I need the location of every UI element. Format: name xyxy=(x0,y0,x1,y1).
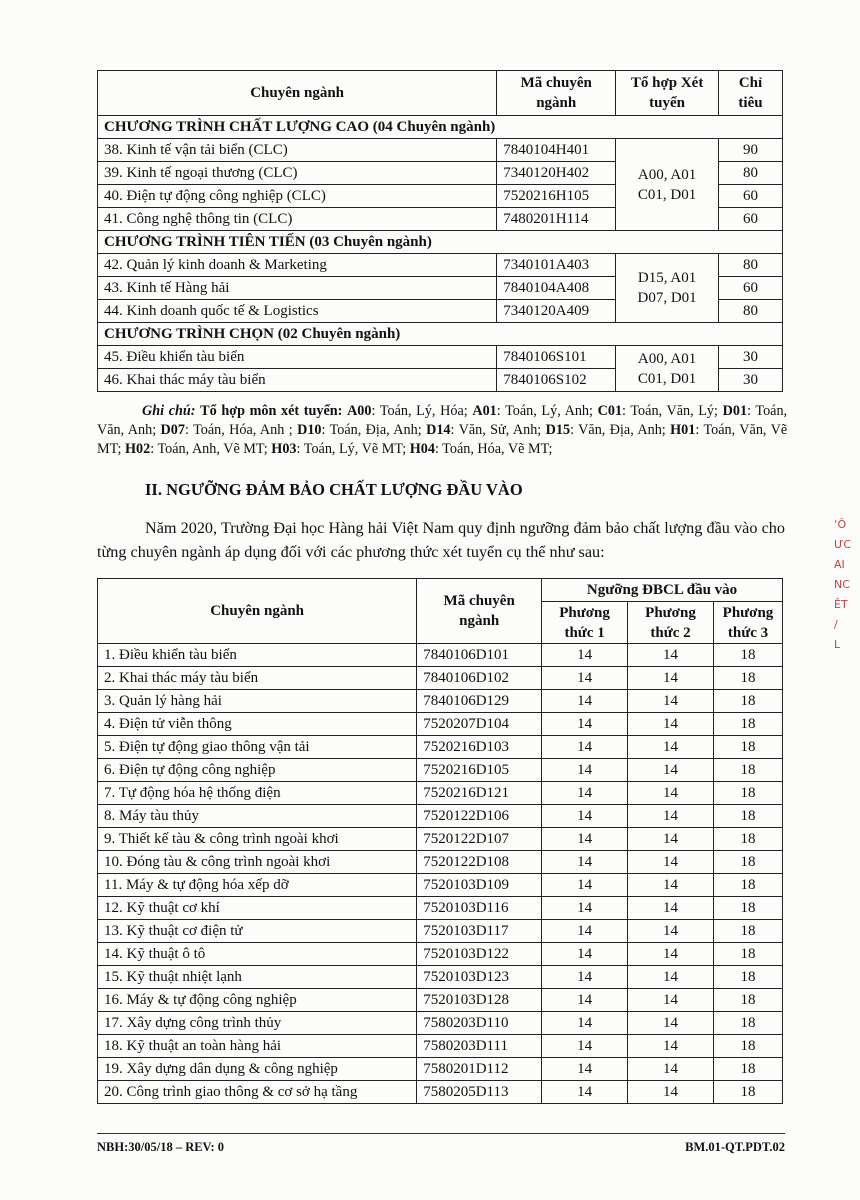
table-row xyxy=(98,346,783,369)
table-row xyxy=(98,805,783,828)
method-2-threshold: 14 xyxy=(628,828,714,851)
method-1-threshold: 14 xyxy=(542,1035,628,1058)
method-2-threshold: 14 xyxy=(628,897,714,920)
method-2-threshold: 14 xyxy=(628,782,714,805)
quota-value: 30 xyxy=(719,346,783,369)
table-row xyxy=(98,736,783,759)
major-name: 16. Máy & tự động công nghiệp xyxy=(98,989,417,1012)
major-name: 8. Máy tàu thủy xyxy=(98,805,417,828)
method-2-threshold: 14 xyxy=(628,851,714,874)
method-3-threshold: 18 xyxy=(713,897,782,920)
t2-header-code: Mã chuyên ngành xyxy=(417,579,542,644)
header-major: Chuyên ngành xyxy=(98,71,497,116)
combo-code: D15 xyxy=(545,422,571,438)
major-code: 7520216D105 xyxy=(417,759,542,782)
table-row xyxy=(98,759,783,782)
combo-subjects: Toán, Lý, Hóa; xyxy=(379,403,468,419)
major-name: 40. Điện tự động công nghiệp (CLC) xyxy=(98,185,497,208)
program-section-title: CHƯƠNG TRÌNH TIÊN TIẾN (03 Chuyên ngành) xyxy=(98,231,783,254)
major-code: 7580203D110 xyxy=(417,1012,542,1035)
combo-code: D01 xyxy=(722,403,748,419)
section-heading: II. NGƯỠNG ĐẢM BẢO CHẤT LƯỢNG ĐẦU VÀO xyxy=(145,480,523,499)
program-section-row xyxy=(98,323,783,346)
major-name: 15. Kỹ thuật nhiệt lạnh xyxy=(98,966,417,989)
margin-stamp-fragment xyxy=(834,515,860,655)
method-2-threshold: 14 xyxy=(628,713,714,736)
method-3-threshold: 18 xyxy=(713,828,782,851)
combo-subjects: Toán, Anh, Vẽ MT; xyxy=(157,441,268,457)
program-section-row xyxy=(98,116,783,139)
method-1-threshold: 14 xyxy=(542,736,628,759)
footer-revision: NBH:30/05/18 – REV: 0 xyxy=(97,1140,224,1154)
table-row xyxy=(98,1012,783,1035)
method-1-threshold: 14 xyxy=(542,644,628,667)
method-3-threshold: 18 xyxy=(713,874,782,897)
major-code: 7840106D101 xyxy=(417,644,542,667)
t2-header-method-2: Phương thức 2 xyxy=(628,602,714,644)
method-2-threshold: 14 xyxy=(628,920,714,943)
major-name: 7. Tự động hóa hệ thống điện xyxy=(98,782,417,805)
major-code: 7520122D108 xyxy=(417,851,542,874)
method-1-threshold: 14 xyxy=(542,851,628,874)
combo-subjects: Toán, Văn, Lý; xyxy=(630,403,718,419)
major-code: 7580201D112 xyxy=(417,1058,542,1081)
major-name: 39. Kinh tế ngoại thương (CLC) xyxy=(98,162,497,185)
combo-subjects: Toán, Hóa, Anh ; xyxy=(193,422,293,438)
major-code: 7480201H114 xyxy=(497,208,616,231)
method-1-threshold: 14 xyxy=(542,713,628,736)
combo-code: D14 xyxy=(426,422,451,438)
method-2-threshold: 14 xyxy=(628,667,714,690)
major-code: 7520122D106 xyxy=(417,805,542,828)
method-3-threshold: 18 xyxy=(713,782,782,805)
table-row xyxy=(98,828,783,851)
header-code: Mã chuyên ngành xyxy=(497,71,616,116)
method-3-threshold: 18 xyxy=(713,759,782,782)
method-2-threshold: 14 xyxy=(628,966,714,989)
table-row xyxy=(98,966,783,989)
major-name: 44. Kinh doanh quốc tế & Logistics xyxy=(98,300,497,323)
stamp-fragment-text: ƯC xyxy=(834,538,852,551)
quota-table-body xyxy=(98,116,783,392)
combo-subjects: Toán, Địa, Anh; xyxy=(329,422,422,438)
major-name: 46. Khai thác máy tàu biển xyxy=(98,369,497,392)
method-1-threshold: 14 xyxy=(542,805,628,828)
combo-code: H02 xyxy=(125,441,151,457)
method-1-threshold: 14 xyxy=(542,667,628,690)
major-name: 19. Xây dựng dân dụng & công nghiệp xyxy=(98,1058,417,1081)
major-code: 7520216D103 xyxy=(417,736,542,759)
major-code: 7520122D107 xyxy=(417,828,542,851)
major-code: 7520103D128 xyxy=(417,989,542,1012)
method-1-threshold: 14 xyxy=(542,1012,628,1035)
method-2-threshold: 14 xyxy=(628,874,714,897)
major-name: 43. Kinh tế Hàng hải xyxy=(98,277,497,300)
quota-value: 60 xyxy=(719,185,783,208)
method-3-threshold: 18 xyxy=(713,851,782,874)
combo-code: H01 xyxy=(670,422,696,438)
stamp-fragment-text: AI xyxy=(834,558,845,571)
stamp-fragment-text: NC xyxy=(834,578,850,591)
method-3-threshold: 18 xyxy=(713,667,782,690)
major-code: 7520207D104 xyxy=(417,713,542,736)
quota-value: 80 xyxy=(719,162,783,185)
subject-combo: A00, A01 C01, D01 xyxy=(616,346,719,392)
table-row xyxy=(98,1058,783,1081)
combo-code: H04 xyxy=(409,441,435,457)
combo-code: A01 xyxy=(472,403,497,419)
major-name: 20. Công trình giao thông & cơ sở hạ tầng xyxy=(98,1081,417,1104)
program-section-title: CHƯƠNG TRÌNH CHỌN (02 Chuyên ngành) xyxy=(98,323,783,346)
method-3-threshold: 18 xyxy=(713,736,782,759)
major-code: 7520103D123 xyxy=(417,966,542,989)
major-name: 11. Máy & tự động hóa xếp dỡ xyxy=(98,874,417,897)
note-label: Ghi chú: xyxy=(142,403,196,419)
method-2-threshold: 14 xyxy=(628,1058,714,1081)
t2-header-major: Chuyên ngành xyxy=(98,579,417,644)
table-row xyxy=(98,713,783,736)
major-name: 4. Điện tử viễn thông xyxy=(98,713,417,736)
major-name: 42. Quản lý kinh doanh & Marketing xyxy=(98,254,497,277)
quota-value: 60 xyxy=(719,208,783,231)
method-3-threshold: 18 xyxy=(713,690,782,713)
subject-combo: D15, A01 D07, D01 xyxy=(616,254,719,323)
combo-subjects: Toán, Lý, Vẽ MT; xyxy=(303,441,407,457)
subject-combo: A00, A01 C01, D01 xyxy=(616,139,719,231)
major-name: 18. Kỹ thuật an toàn hàng hải xyxy=(98,1035,417,1058)
method-1-threshold: 14 xyxy=(542,897,628,920)
table-row xyxy=(98,920,783,943)
table-row xyxy=(98,943,783,966)
table-row xyxy=(98,874,783,897)
major-name: 2. Khai thác máy tàu biển xyxy=(98,667,417,690)
major-name: 1. Điều khiển tàu biển xyxy=(98,644,417,667)
method-3-threshold: 18 xyxy=(713,1081,782,1104)
major-code: 7580203D111 xyxy=(417,1035,542,1058)
stamp-fragment-text: ‘Ô xyxy=(834,518,847,531)
table-row xyxy=(98,1035,783,1058)
table-row xyxy=(98,139,783,162)
major-name: 9. Thiết kế tàu & công trình ngoài khơi xyxy=(98,828,417,851)
method-1-threshold: 14 xyxy=(542,943,628,966)
stamp-fragment-text: / xyxy=(834,618,838,631)
major-code: 7840104A408 xyxy=(497,277,616,300)
footer-form-code: BM.01-QT.PDT.02 xyxy=(685,1140,785,1154)
table-row xyxy=(98,690,783,713)
major-code: 7520103D116 xyxy=(417,897,542,920)
major-code: 7520216H105 xyxy=(497,185,616,208)
major-name: 10. Đóng tàu & công trình ngoài khơi xyxy=(98,851,417,874)
note-items: A00: Toán, Lý, Hóa; A01: Toán, Lý, Anh; C01: Toán, Văn, Lý; D01: Toán, Văn, Anh; D07: Toán, Hóa, Anh ; D10: Toán, Địa, Anh; D14: Văn, Sử, Anh; D15: Văn, Địa, Anh; H01: Toán, Văn, Vẽ MT; H02: Toán, Anh, Vẽ MT; H03: Toán, Lý, Vẽ MT; H04: Toán, Hóa, Vẽ MT; xyxy=(97,403,788,457)
method-3-threshold: 18 xyxy=(713,989,782,1012)
method-2-threshold: 14 xyxy=(628,644,714,667)
section-intro: Năm 2020, Trường Đại học Hàng hải Việt Nam quy định ngưỡng đảm bảo chất lượng đầu vào cho từng chuyên ngành áp dụng đối với các phương thức xét tuyển cụ thể như sau: xyxy=(97,519,785,561)
combo-subjects: Toán, Văn, Vẽ MT; xyxy=(97,422,788,457)
major-code: 7520103D109 xyxy=(417,874,542,897)
combo-subjects: Văn, Sử, Anh; xyxy=(458,422,542,438)
method-2-threshold: 14 xyxy=(628,1035,714,1058)
method-3-threshold: 18 xyxy=(713,1058,782,1081)
method-1-threshold: 14 xyxy=(542,1081,628,1104)
method-3-threshold: 18 xyxy=(713,1035,782,1058)
stamp-fragment-text: ÊT xyxy=(834,598,848,611)
method-2-threshold: 14 xyxy=(628,943,714,966)
stamp-fragment-text: L xyxy=(834,638,841,651)
method-3-threshold: 18 xyxy=(713,943,782,966)
method-3-threshold: 18 xyxy=(713,644,782,667)
combo-code: D10 xyxy=(297,422,322,438)
method-2-threshold: 14 xyxy=(628,1012,714,1035)
major-code: 7520103D117 xyxy=(417,920,542,943)
method-1-threshold: 14 xyxy=(542,828,628,851)
t2-header-method-1: Phương thức 1 xyxy=(542,602,628,644)
combo-subjects: Toán, Hóa, Vẽ MT; xyxy=(442,441,553,457)
method-3-threshold: 18 xyxy=(713,1012,782,1035)
major-code: 7840104H401 xyxy=(497,139,616,162)
method-3-threshold: 18 xyxy=(713,966,782,989)
method-1-threshold: 14 xyxy=(542,759,628,782)
combo-code: C01 xyxy=(597,403,623,419)
table-row xyxy=(98,254,783,277)
quota-value: 30 xyxy=(719,369,783,392)
header-quota: Chỉ tiêu xyxy=(719,71,783,116)
major-name: 38. Kinh tế vận tải biển (CLC) xyxy=(98,139,497,162)
method-2-threshold: 14 xyxy=(628,736,714,759)
table-row xyxy=(98,989,783,1012)
combo-code: H03 xyxy=(271,441,297,457)
major-code: 7520103D122 xyxy=(417,943,542,966)
combo-code: A00 xyxy=(347,403,372,419)
major-name: 12. Kỹ thuật cơ khí xyxy=(98,897,417,920)
method-2-threshold: 14 xyxy=(628,989,714,1012)
note-title: Tổ hợp môn xét tuyển: xyxy=(200,403,343,419)
major-name: 3. Quản lý hàng hải xyxy=(98,690,417,713)
program-section-title: CHƯƠNG TRÌNH CHẤT LƯỢNG CAO (04 Chuyên ngành) xyxy=(98,116,783,139)
footer-divider xyxy=(97,1133,785,1134)
table-row xyxy=(98,644,783,667)
method-3-threshold: 18 xyxy=(713,805,782,828)
quota-value: 90 xyxy=(719,139,783,162)
method-1-threshold: 14 xyxy=(542,989,628,1012)
major-code: 7520216D121 xyxy=(417,782,542,805)
table-row xyxy=(98,667,783,690)
quota-value: 80 xyxy=(719,254,783,277)
subject-combination-note xyxy=(97,402,787,459)
major-code: 7840106D102 xyxy=(417,667,542,690)
major-code: 7580205D113 xyxy=(417,1081,542,1104)
combo-code: D07 xyxy=(160,422,185,438)
major-name: 6. Điện tự động công nghiệp xyxy=(98,759,417,782)
major-name: 45. Điều khiển tàu biển xyxy=(98,346,497,369)
major-code: 7840106D129 xyxy=(417,690,542,713)
method-1-threshold: 14 xyxy=(542,920,628,943)
major-code: 7340120H402 xyxy=(497,162,616,185)
method-1-threshold: 14 xyxy=(542,782,628,805)
method-2-threshold: 14 xyxy=(628,805,714,828)
major-code: 7840106S102 xyxy=(497,369,616,392)
major-code: 7840106S101 xyxy=(497,346,616,369)
method-3-threshold: 18 xyxy=(713,920,782,943)
table-row xyxy=(98,897,783,920)
quota-table xyxy=(97,70,783,392)
major-name: 17. Xây dựng công trình thủy xyxy=(98,1012,417,1035)
combo-subjects: Toán, Văn, Anh; xyxy=(97,403,788,438)
program-section-row xyxy=(98,231,783,254)
method-1-threshold: 14 xyxy=(542,966,628,989)
combo-subjects: Văn, Địa, Anh; xyxy=(578,422,666,438)
quota-value: 80 xyxy=(719,300,783,323)
t2-header-method-3: Phương thức 3 xyxy=(713,602,782,644)
major-code: 7340101A403 xyxy=(497,254,616,277)
table-row xyxy=(98,1081,783,1104)
major-name: 13. Kỹ thuật cơ điện tử xyxy=(98,920,417,943)
method-2-threshold: 14 xyxy=(628,690,714,713)
method-1-threshold: 14 xyxy=(542,690,628,713)
method-3-threshold: 18 xyxy=(713,713,782,736)
threshold-table xyxy=(97,578,783,1104)
t2-header-group: Ngưỡng ĐBCL đầu vào xyxy=(542,579,783,602)
combo-subjects: Toán, Lý, Anh; xyxy=(505,403,593,419)
major-code: 7340120A409 xyxy=(497,300,616,323)
quota-value: 60 xyxy=(719,277,783,300)
major-name: 41. Công nghệ thông tin (CLC) xyxy=(98,208,497,231)
header-combo: Tổ hợp Xét tuyển xyxy=(616,71,719,116)
table-row xyxy=(98,782,783,805)
threshold-table-body xyxy=(98,644,783,1104)
method-2-threshold: 14 xyxy=(628,1081,714,1104)
method-1-threshold: 14 xyxy=(542,874,628,897)
major-name: 14. Kỹ thuật ô tô xyxy=(98,943,417,966)
method-2-threshold: 14 xyxy=(628,759,714,782)
table-row xyxy=(98,851,783,874)
method-1-threshold: 14 xyxy=(542,1058,628,1081)
major-name: 5. Điện tự động giao thông vận tải xyxy=(98,736,417,759)
